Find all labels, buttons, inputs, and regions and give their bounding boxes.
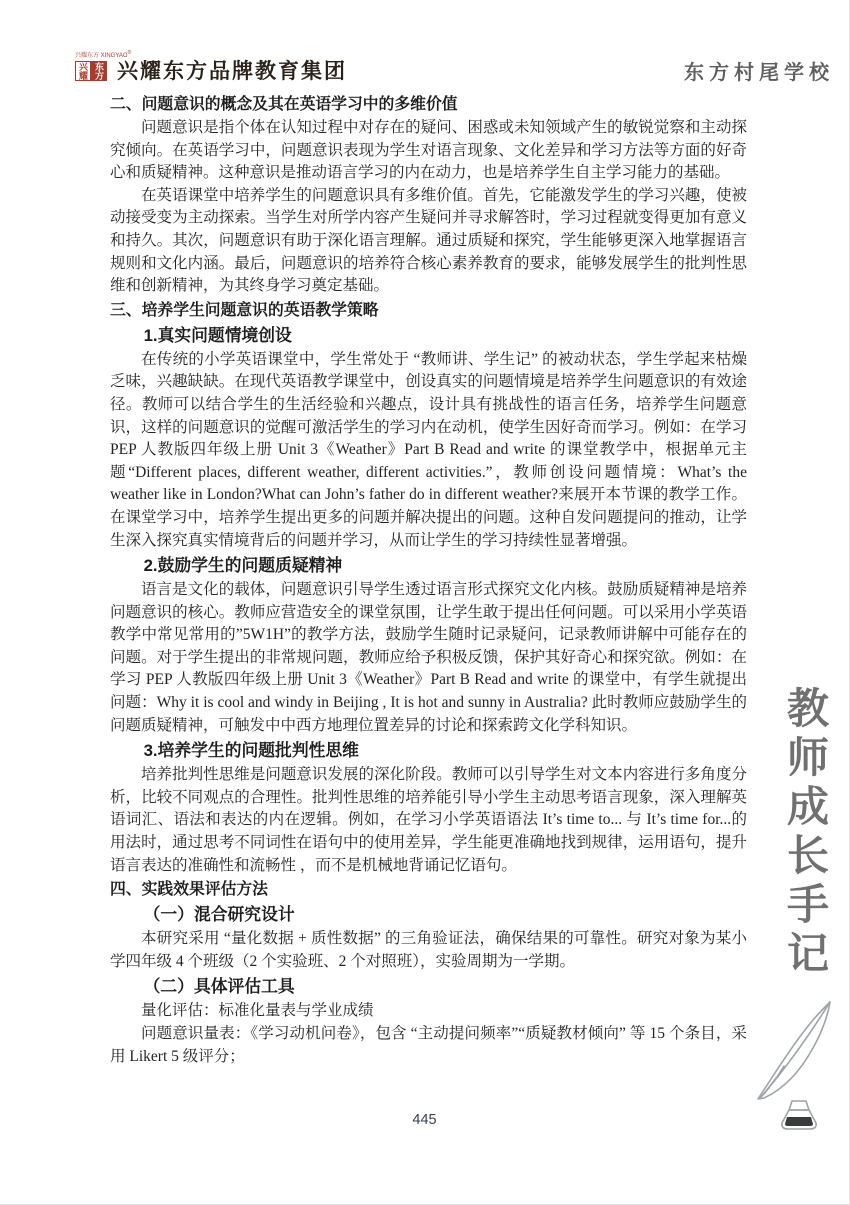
paragraph: 问题意识是指个体在认知过程中对存在的疑问、困惑或未知领域产生的敏锐觉察和主动探究倾向。在英语学习中，问题意识表现为学生对语言现象、文化差异和学习方法等方面的好奇心和质疑精神。这种意识是推动语言学习的内在动力，也是培养学生自主学习能力的基础。 xyxy=(110,119,747,182)
logo-seal-icon xyxy=(75,61,109,81)
paragraph: 问题意识量表：《学习动机问卷》，包含 “主动提问频率”“质疑教材倾向” 等 15 个条目，采用 Likert 5 级评分； xyxy=(110,1025,747,1065)
registered-mark: ® xyxy=(127,50,132,56)
brand-name: 兴耀东方品牌教育集团 xyxy=(117,59,347,83)
logo-small-text-label: 兴耀东方 XINGYAO xyxy=(75,53,128,59)
paragraph: 在英语课堂中培养学生的问题意识具有多维价值。首先，它能激发学生的学习兴趣，使被动接受变为主动探索。当学生对所学内容产生疑问并寻求解答时，学习过程就变得更加有意义和持久。其次，问题意识有助于深化语言理解。通过质疑和探究，学生能够更深入地掌握语言规则和文化内涵。最后，问题意识的培养符合核心素养教育的要求，能够发展学生的批判性思维和创新精神，为其终身学习奠定基础。 xyxy=(110,186,747,295)
paragraph: 在传统的小学英语课堂中，学生常处于 “教师讲、学生记” 的被动状态，学生学起来枯燥乏味，兴趣缺缺。在现代英语教学课堂中，创设真实的问题情境是培养学生问题意识的有效途径。教师可以结合学生的生活经验和兴趣点，设计具有挑战性的语言任务，培养学生问题意识，这样的问题意识的觉醒可激活学生的学习内在动机，使学生因好奇而学习。例如：在学习 PEP 人教版四年级上册 Unit 3《Weather》Part B Read and write 的课堂教学中，根据单元主题“Different places, different weather, different activities.”，教师创设问题情境：What’s the weather like in London?What can John’s father do in different weather?来展开本节课的教学工作。在课堂学习中，培养学生提出更多的问题并解决提出的问题。这种自发问题提问的推动，让学生深入探究真实情境背后的问题并学习，从而让学生的学习持续性显著增强。 xyxy=(110,350,747,549)
page-number: 445 xyxy=(412,1112,437,1128)
seal-right-cell: 东方 xyxy=(91,61,107,81)
sub-heading: （二）具体评估工具 xyxy=(143,977,295,997)
sub-heading: 2.鼓励学生的问题质疑精神 xyxy=(143,556,343,576)
sub-heading: 3.培养学生的问题批判性思维 xyxy=(143,741,359,761)
paragraph: 语言是文化的载体，问题意识引导学生透过语言形式探究文化内核。鼓励质疑精神是培养问题意识的核心。教师应营造安全的课堂氛围，让学生敢于提出任何问题。可以采用小学英语教学中常见常用的”5W1H”的教学方法，鼓励学生随时记录疑问，记录教师讲解中可能存在的问题。对于学生提出的非常规问题，教师应给予积极反馈，保护其好奇心和探究欲。例如：在学习 PEP 人教版四年级上册 Unit 3《Weather》Part B Read and write 的课堂中，有学生就提出问题：Why it is cool and windy in Beijing , It is hot and sunny in Australia? 此时教师应鼓励学生的问题质疑精神，可触发中中西方地理位置差异的讨论和探索跨文化学科知识。 xyxy=(110,581,747,734)
paragraph: 培养批判性思维是问题意识发展的深化阶段。教师可以引导学生对文本内容进行多角度分析，比较不同观点的合理性。批判性思维的培养能引导小学生主动思考语言现象，深入理解英语词汇、语法和表达的内在逻辑。例如，在学习小学英语语法 It’s time to... 与 It’s time for...的用法时，通过思考不同词性在语句中的使用差异，学生能更准确地找到规律，运用语句，提升语言表达的准确性和流畅性 ，而不是机械地背诵记忆语句。 xyxy=(110,766,747,874)
section-heading: 四、实践效果评估方法 xyxy=(110,881,268,899)
section-heading: 二、问题意识的概念及其在英语学习中的多维价值 xyxy=(110,96,458,113)
document-body xyxy=(110,92,747,1068)
paragraph: 本研究采用 “量化数据 + 质性数据” 的三角验证法，确保结果的可靠性。研究对象为某小学四年级 4 个班级（2 个实验班、2 个对照班），实验周期为一学期。 xyxy=(110,930,747,970)
sub-heading: （一）混合研究设计 xyxy=(143,905,295,925)
page-header xyxy=(75,48,834,92)
paragraph: 量化评估：标准化量表与学业成绩 xyxy=(141,1002,374,1020)
sub-heading: 1.真实问题情境创设 xyxy=(143,325,292,345)
seal-left-cell: 兴耀 xyxy=(75,61,91,81)
brand-logo xyxy=(75,50,132,81)
section-heading: 三、培养学生问题意识的英语教学策略 xyxy=(110,301,379,319)
calligraphy-watermark: 教师成长手记 xyxy=(781,686,830,980)
school-name: 东方村尾学校 xyxy=(684,62,834,84)
logo-small-text xyxy=(75,50,132,60)
